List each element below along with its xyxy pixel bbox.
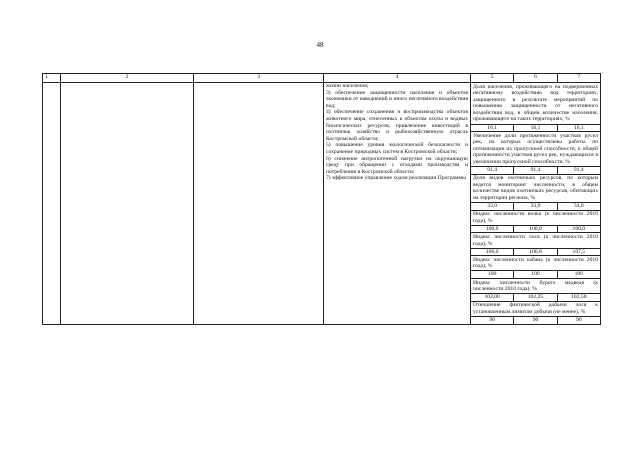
indicator-name: Индекс численности кабана (к численности 2010 года), % — [473, 256, 598, 270]
indicator-values — [471, 293, 600, 301]
indicator-name: Индекс численности бурого медведя (к численности 2010 года), % — [473, 279, 598, 293]
indicator-value: 90 — [557, 317, 600, 324]
program-table — [42, 73, 601, 325]
cell-col-1 — [43, 83, 61, 325]
indicator-value: 107,5 — [557, 249, 600, 256]
header-col-2: 2 — [61, 74, 194, 83]
indicator-values — [471, 202, 600, 210]
indicator — [471, 256, 600, 279]
indicator-value: 16,1 — [513, 125, 556, 132]
indicator — [471, 233, 600, 256]
indicator — [471, 83, 600, 132]
indicator-values — [471, 316, 600, 324]
indicator — [471, 211, 600, 234]
table-row — [43, 83, 601, 325]
indicator — [471, 302, 600, 324]
indicator-values — [471, 124, 600, 132]
header-cols-5-7 — [471, 74, 601, 83]
indicator-value: 33,0 — [487, 203, 498, 210]
indicator-value: 102,50 — [557, 294, 600, 301]
indicator — [471, 132, 600, 175]
header-col-6: 6 — [513, 74, 556, 82]
task-line: 7) эффективное управление ходом реализации Программы — [326, 175, 466, 182]
cell-col-2 — [61, 83, 194, 325]
header-col-7: 7 — [557, 74, 600, 82]
indicator-values — [471, 166, 600, 174]
page-number: 48 — [316, 41, 324, 49]
indicator-value: 90 — [489, 317, 495, 323]
header-row — [43, 74, 601, 83]
indicator-name: Доля населения, проживающего на подверженных негативному воздействию вод территориях, защищенного в результате мероприятий по повышению защищенности от негативного воздействия вод, в общем количестве населения, проживающего на таких территориях, % — [473, 83, 598, 123]
indicator-values — [471, 225, 600, 233]
indicator-value: 100,0 — [485, 225, 499, 232]
indicator-value: 91,4 — [487, 167, 498, 174]
indicator-name: Отношение фактической добычи лося к установленным лимитам добычи (не менее), % — [473, 302, 598, 315]
tasks-cell — [324, 83, 471, 325]
indicator-name: Индекс численности лося (к численности 2010 года), % — [473, 233, 598, 247]
indicator-value: 106,8 — [513, 249, 556, 256]
header-col-4: 4 — [324, 74, 471, 83]
task-line: 4) обеспечение сохранения и воспроизводства объектов животного мира, отнесенных к объектам охоты и водных биологических ресурсов, привлечение инвестиций в охотничье хозяйство и рыбохозяйственную отрасль Костромской области; — [326, 109, 468, 142]
indicator-value: 34,0 — [557, 203, 600, 210]
task-line: жизни населения; — [326, 83, 369, 89]
indicator-value: 100 — [487, 271, 497, 278]
indicator-value: 91,4 — [513, 167, 556, 174]
indicator-value: 16,1 — [487, 124, 498, 131]
indicator-name: Увеличение доли протяженности участков русел рек, на которых осуществлены работы по оптимизации их пропускной способности, к общей протяженности участков русел рек, нуждающихся в увеличении пропускной способности, % — [473, 132, 598, 166]
indicator-values — [471, 270, 600, 278]
header-col-3: 3 — [194, 74, 324, 83]
task-line: 3) обеспечение защищенности населения и объектов экономики от наводнений и иного негативного воздействия вод; — [326, 89, 468, 109]
indicator-value: 90 — [513, 317, 556, 324]
indicator-value: 33,0 — [513, 203, 556, 210]
indicators-cell — [471, 83, 601, 325]
indicator-value: 16,1 — [557, 125, 600, 132]
cell-col-3 — [194, 83, 324, 325]
indicator-value: 106,0 — [485, 248, 499, 255]
indicator-value: 100,0 — [557, 226, 600, 233]
indicator — [471, 175, 600, 211]
indicator — [471, 279, 600, 302]
indicator-value: 91,4 — [557, 167, 600, 174]
indicator-name: Индекс численности волка (к численности 2010 года), % — [473, 211, 598, 224]
header-col-5: 5 — [490, 74, 494, 80]
indicator-name: Доля видов охотничьих ресурсов, по которым ведется мониторинг численности, в общем количестве видов охотничьих ресурсов, обитающих на территории региона, % — [473, 175, 598, 201]
indicator-value: 102,00 — [484, 294, 500, 301]
task-line: 6) снижение антропогенной нагрузки на окружающую среду при обращении с отходами производства и потребления в Костромской области; — [326, 155, 468, 175]
indicator-value: 102,25 — [513, 294, 556, 301]
indicator-value: 100 — [513, 271, 556, 278]
indicator-value: 100,0 — [513, 226, 556, 233]
indicator-value: 100 — [557, 271, 600, 278]
header-col-1: 1 — [43, 74, 61, 83]
indicator-values — [471, 248, 600, 256]
task-line: 5) повышение уровня экологической безопасности и сохранение природных систем в Костромской области; — [326, 142, 468, 155]
